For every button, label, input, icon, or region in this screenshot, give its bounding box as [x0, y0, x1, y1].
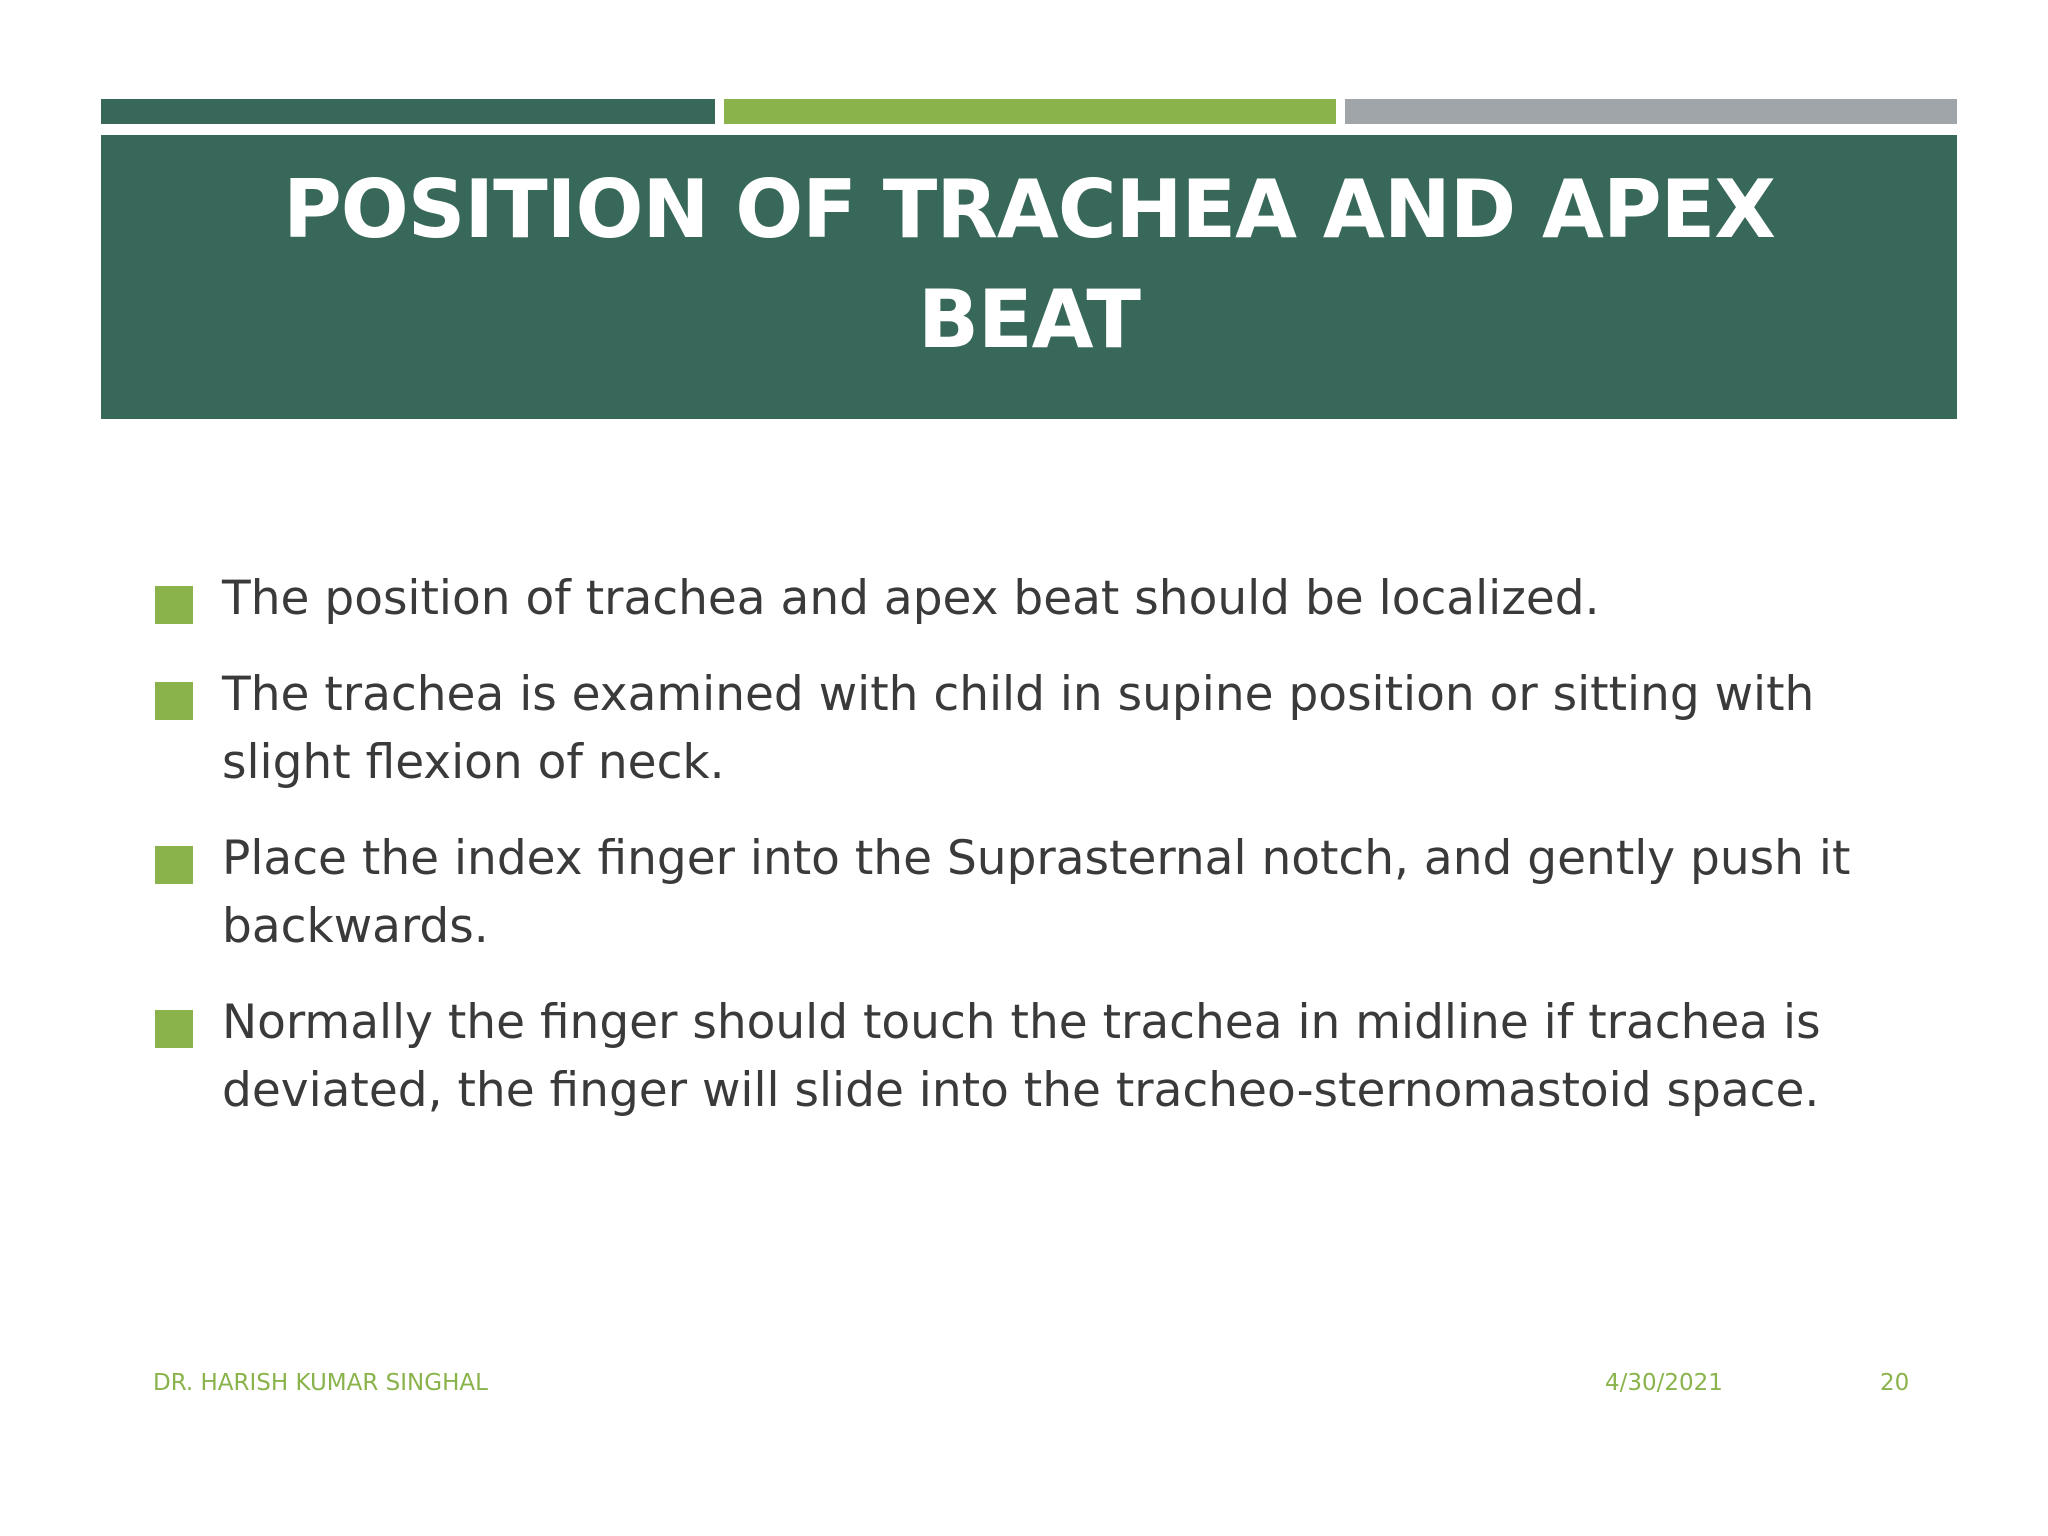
square-bullet-icon: [155, 682, 193, 720]
header-accent-bar-dark-green: [101, 99, 715, 124]
title-band: [101, 135, 1957, 419]
footer-date: 4/30/2021: [1605, 1370, 1723, 1396]
header-accent-bar-lime: [724, 99, 1336, 124]
header-accent-bar-gray: [1345, 99, 1957, 124]
bullet-item: [155, 989, 1855, 1125]
bullet-text: The trachea is examined with child in supine position or sitting with slight flexion of neck.: [222, 667, 1815, 790]
square-bullet-icon: [155, 586, 193, 624]
bullet-list: [155, 565, 1855, 1153]
slide-title: POSITION OF TRACHEA AND APEX BEAT: [283, 163, 1775, 366]
bullet-text: Place the index finger into the Suprasternal notch, and gently push it backwards.: [222, 831, 1851, 954]
bullet-item: [155, 565, 1855, 633]
bullet-text: Normally the finger should touch the trachea in midline if trachea is deviated, the finger will slide into the tracheo-sternomastoid space.: [222, 995, 1821, 1118]
bullet-item: [155, 661, 1855, 797]
square-bullet-icon: [155, 1010, 193, 1048]
bullet-item: [155, 825, 1855, 961]
square-bullet-icon: [155, 846, 193, 884]
footer-page-number: 20: [1880, 1370, 1910, 1396]
footer-author: DR. HARISH KUMAR SINGHAL: [153, 1370, 488, 1396]
bullet-text: The position of trachea and apex beat should be localized.: [222, 571, 1600, 626]
